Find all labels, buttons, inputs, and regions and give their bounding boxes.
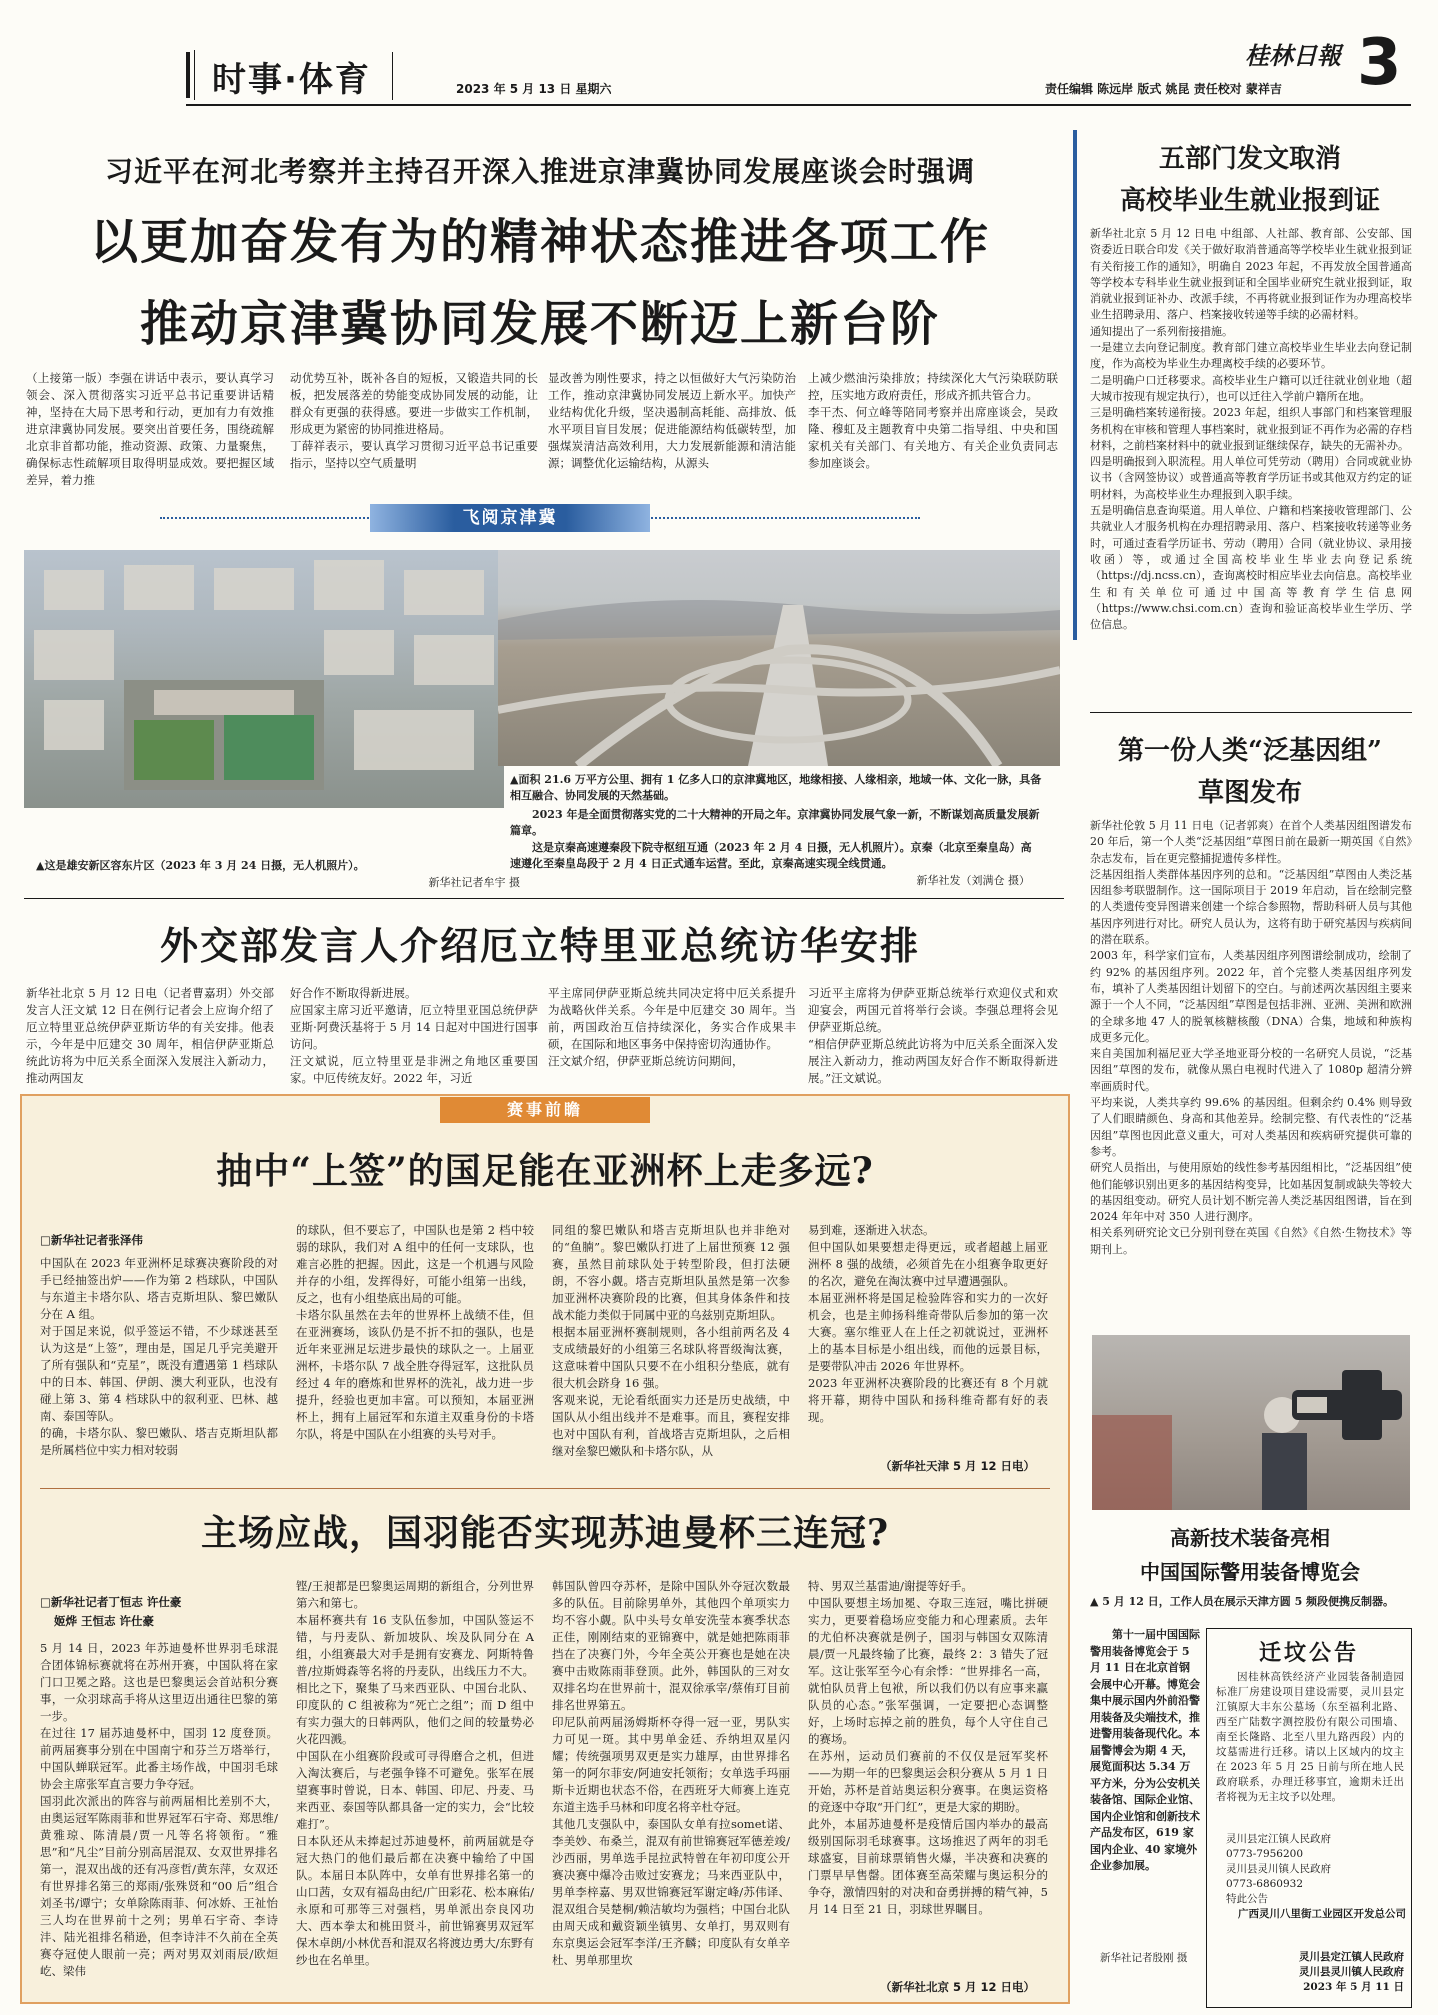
editors-line: 责任编辑 陈远岸 版式 姚昆 责任校对 蒙祥吉	[1045, 82, 1282, 96]
police-headline-2: 中国国际警用装备博览会	[1140, 1560, 1360, 1584]
graduates-body: 新华社北京 5 月 12 日电 中组部、人社部、教育部、公安部、国资委近日联合印发《关于做好取消普通高等学校毕业生就业报到证有关衔接工作的通知》，明确自 2023 年起，不再发放全国普通高等学校本专科毕业生就业报到证和全国毕业研究生就业报到证，取消就业报到证补办、改派手续，不再将就业报到证作为办理高校毕业生招聘录用、落户、档案接收转递等手续的必需材料。 通知提出了一系列衔接措施。 一是建立去向登记制度。教育部门建立高校毕业生毕业去向登记制度，作为高校为毕业生办理离校手续的必要环节。 二是明确户口迁移要求。高校毕业生户籍可以迁往就业创业地（超大城市按现有规定执行），也可以迁往入学前户籍所在地。 三是明确档案转递衔接。2023 年起，组织人事部门和档案管理服务机构在审核和管理人事档案时，就业报到证不再作为必需的存档材料，之前档案材料中的就业报到证继续保存，缺失的无需补办。 四是明确报到入职流程。用人单位可凭劳动（聘用）合同或就业协议书（含网签协议）或普通高等教育学历证书或其他双方约定的证明材料，为高校毕业生办理报到入职手续。 五是明确信息查询渠道。用人单位、户籍和档案接收管理部门、公共就业人才服务机构在办理招聘录用、落户、档案接收转递等业务时，可通过查看学历证书、劳动（聘用）合同（就业协议、录用接收函）等，或通过全国高校毕业生毕业去向登记系统（https://dj.ncss.cn），查询离校时相应毕业去向信息。高校毕业生和有关单位可通过中国高等教育学生信息网（https://www.chsi.com.cn）查询和验证高校毕业生学历、学位信息。	[1090, 227, 1412, 632]
notice-contact-line: 灵川县灵川镇人民政府	[1226, 1863, 1331, 1875]
police-caption-lead: ▲ 5 月 12 日，工作人员在展示天津方圆 5 频段便携反制器。	[1090, 1595, 1395, 1608]
photo2-caption-3: 这是京秦高速遵秦段下院寺枢纽互通（2023 年 2 月 4 日摄，无人机照片）。京秦（北京至秦皇岛）高速遵化至秦皇岛段于 2 月 4 日正式通车运营。至此，京秦高速实现全线贯通。	[510, 841, 1032, 870]
football-byline: □新华社记者张泽伟	[40, 1233, 143, 1247]
football-col-3: 同组的黎巴嫩队和塔吉克斯坦队也并非绝对的“鱼腩”。黎巴嫩队打进了上届世预赛 12 强赛，虽然目前球队处于转型阶段，但打法硬朗，不容小觑。塔吉克斯坦队虽然是第一次参加亚洲杯决赛阶段的比赛，但其身体条件和技战术能力类似于同属中亚的乌兹别克斯坦队。 根据本届亚洲杯赛制规则，各小组前两名及 4 支成绩最好的小组第三名球队将晋级淘汰赛，这意味着中国队只要不在小组积分垫底，就有很大机会跻身 16 强。 客观来说，无论看纸面实力还是历史战绩，中国队从小组出线并不是难事。而且，赛程安排也对中国队有利，首战塔吉克斯坦队，之后相继对垒黎巴嫩队和卡塔尔队，从	[552, 1223, 790, 1458]
badminton-byline-2: 姬烨 王恒志 许仕豪	[54, 1614, 155, 1628]
police-headline-1: 高新技术装备亮相	[1170, 1526, 1330, 1550]
police-caption-body: 第十一届中国国际警用装备博览会于 5 月 11 日在北京首钢会展中心开幕。博览会集中展示国内外前沿警用装备及尖端技术，推进警用装备现代化。本届警博会为期 4 天，展览面积达 5.34 万平方米，分为公安机关装备馆、国际企业馆、国内企业馆和创新技术产品发布区，619 家国内企业、40 家境外企业参加展。	[1090, 1628, 1200, 1872]
genome-body: 新华社伦敦 5 月 11 日电（记者郭爽）在首个人类基因组图谱发布 20 年后，第一个人类“泛基因组”草图日前在最新一期英国《自然》杂志发布，旨在更完整捕捉遗传多样性。 泛基因组指人类群体基因序列的总和。“泛基因组”草图由人类泛基因组参考联盟制作。这一国际项目于 2019 年启动，旨在绘制完整的人类遗传变异图谱来创建一个综合参照物，帮助科研人员与其他基因序列进行对比。研究人员认为，这将有助于研究基因与疾病间的潜在联系。 2003 年，科学家们宣布，人类基因组序列图谱绘制成功，绘制了约 92% 的基因组序列。2022 年，首个完整人类基因组序列发布，填补了人类基因组计划留下的空白。与前述两次基因组主要来源于一个人不同，“泛基因组”草图是包括非洲、亚洲、美洲和欧洲的全球多地 47 人的脱氧核糖核酸（DNA）合集，地域和种族构成更多元化。 来自美国加利福尼亚大学圣地亚哥分校的一名研究人员说，“泛基因组”草图的发布，就像从黑白电视时代进入了 1080p 超清分辨率画质时代。 平均来说，人类共享约 99.6% 的基因组。但剩余约 0.4% 则导致了人们眼睛颜色、身高和其他差异。绘制完整、有代表性的“泛基因组”草图也因此意义重大，可对人类基因和疾病研究提供可靠的参考。 研究人员指出，与使用原始的线性参考基因组相比，“泛基因组”使他们能够识别出更多的基因结构变异，比如基因复制或缺失等较大的基因组变动。研究人员计划不断完善人类泛基因组图谱，旨在到 2024 年年中对 350 人进行测序。 相关系列研究论文已分别刊登在英国《自然》《自然·生物技术》等期刊上。	[1090, 819, 1412, 1256]
highway-aerial-photo	[498, 550, 1060, 766]
badminton-col-1: 5 月 14 日，2023 年苏迪曼杯世界羽毛球混合团体锦标赛就将在苏州开赛，中国队将在家门口卫冕之路。这也是巴黎奥运会首站积分赛事，一众羽球高手将从这里迈出通往巴黎的第一步。 在过往 17 届苏迪曼杯中，国羽 12 度登顶。前两届赛事分别在中国南宁和芬兰万塔举行，中国队蝉联冠军。此番主场作战，中国羽毛球协会主席张军直言要力争夺冠。 国羽此次派出的阵容与前两届相比差别不大，由奥运冠军陈雨菲和世界冠军石宇奇、郑思维/黄雅琼、陈清晨/贾一凡等名将领衔。“雅思”和“凡尘”目前分别高居混双、女双世界排名第一，混双出战的还有冯彦哲/黄东萍，女双还有世界排名第三的郑雨/张殊贤和“00 后”组合刘圣书/谭宁；女单除陈雨菲、何冰娇、王祉怡三人均在世界前十之列；男单石宇奇、李诗沣、陆光祖排名稍逊，但李诗沣不久前在全英赛夺冠使人眼前一亮；两对男双刘雨辰/欧烜屹、梁伟	[40, 1641, 278, 1978]
xiongan-photo-graphic	[24, 550, 504, 808]
masthead-rule-left-thin	[194, 50, 195, 100]
photo1-caption: ▲这是雄安新区容东片区（2023 年 3 月 24 日摄，无人机照片）。	[36, 859, 365, 872]
notice-contact-line: 广西灵川八里街工业园区开发总公司	[1238, 1908, 1406, 1920]
lead-col-4: 上减少燃油污染排放；持续深化大气污染联防联控，压实地方政府责任，形成齐抓共管合力。 李干杰、何立峰等陪同考察并出席座谈会，吴政隆、穆虹及主题教育中央第二指导组、中央和国家机关有关部门、有关地方、有关企业负责同志参加座谈会。	[808, 371, 1058, 470]
badminton-sign: （新华社北京 5 月 12 日电）	[880, 1980, 1036, 1994]
graduates-headline-2: 高校毕业生就业报到证	[1119, 186, 1380, 216]
notice-signer: 灵川县定江镇人民政府	[1299, 1951, 1404, 1963]
lead-kicker: 习近平在河北考察并主持召开深入推进京津冀协同发展座谈会时强调	[104, 155, 975, 188]
badminton-headline: 主场应战，国羽能否实现苏迪曼杯三连冠?	[200, 1512, 890, 1554]
police-photo-graphic	[1092, 1335, 1410, 1510]
eritrea-col-3: 平主席同伊萨亚斯总统共同决定将中厄关系提升为战略伙伴关系。今年是中厄建交 30 周年。当前，两国政治互信持续深化，务实合作成果丰硕，在国际和地区事务中保持密切沟通协作。 汪文斌介绍，伊萨亚斯总统访问期间，	[548, 986, 796, 1068]
photo-section-banner: 飞阅京津冀	[370, 504, 650, 532]
photo2-credit: 新华社发（刘满仓 摄）	[916, 874, 1030, 887]
notice-contacts	[1226, 1832, 1406, 1922]
photo2-caption-2: 2023 年是全面贯彻落实党的二十大精神的开局之年。京津冀协同发展气象一新，不断谋划高质量发展新篇章。	[510, 808, 1040, 837]
genome-headline-2: 草图发布	[1197, 778, 1302, 808]
lead-headline-1: 以更加奋发有为的精神状态推进各项工作	[89, 214, 990, 270]
sports-banner: 赛事前瞻	[440, 1097, 650, 1123]
football-col-4: 易到难，逐渐进入状态。 但中国队如果要想走得更远，或者超越上届亚洲杯 8 强的战绩，必须首先在小组赛争取更好的名次，避免在淘汰赛中过早遭遇强队。 本届亚洲杯将是国足检验阵容和实力的一次好机会，也是主帅扬科维奇带队后参加的第一次大赛。塞尔维亚人在上任之初就说过，亚洲杯上的基本目标是小组出线，而他的远景目标，是要带队冲击 2026 年世界杯。 2023 年亚洲杯决赛阶段的比赛还有 8 个月就将开幕，期待中国队和扬科维奇都有好的表现。	[808, 1223, 1048, 1424]
notice-contact-line: 0773-6860932	[1226, 1878, 1304, 1890]
notice-contact-line: 灵川县定江镇人民政府	[1226, 1833, 1331, 1845]
football-headline: 抽中“上签”的国足能在亚洲杯上走多远?	[216, 1150, 874, 1192]
issue-date: 2023 年 5 月 13 日 星期六	[456, 82, 612, 96]
notice-contact-line: 特此公告	[1226, 1893, 1268, 1905]
page-number: 3	[1357, 26, 1402, 100]
notice-contact-line: 0773-7956200	[1226, 1848, 1304, 1860]
graduates-headline-1: 五部门发文取消	[1158, 144, 1341, 174]
highway-photo-graphic	[498, 550, 1060, 766]
eritrea-col-2: 好合作不断取得新进展。 应国家主席习近平邀请，厄立特里亚国总统伊萨亚斯·阿费沃基将于 5 月 14 日起对中国进行国事访问。 汪文斌说，厄立特里亚是非洲之角地区重要国家。中厄传统友好。2022 年，习近	[290, 986, 538, 1085]
masthead-divider	[392, 52, 393, 100]
paper-logo: 桂林日報	[1245, 41, 1341, 70]
football-col-2: 的球队，但不要忘了，中国队也是第 2 档中较弱的球队，我们对 A 组中的任何一支球队，也难言必胜的把握。因此，这是一个机遇与风险并存的小组，发挥得好，可能小组第一出线，反之，也有小组垫底出局的可能。 卡塔尔队虽然在去年的世界杯上战绩不佳，但在亚洲赛场，该队仍是不折不扣的强队，也是近年来亚洲足坛进步最快的球队之一。上届亚洲杯，卡塔尔队 7 战全胜夺得冠军，这批队员经过 4 年的磨炼和世界杯的洗礼，战力进一步提升，经验也更加丰富。可以预知，本届亚洲杯上，拥有上届冠军和东道主双重身份的卡塔尔队，将是中国队在小组赛的头号对手。	[296, 1223, 534, 1441]
notice-title: 迁坟公告	[1258, 1641, 1359, 1666]
badminton-col-3: 韩国队曾四夺苏杯，是除中国队外夺冠次数最多的队伍。目前除男单外，其他四个单项实力均不容小觑。队中头号女单安洗莹本赛季状态正佳，刚刚结束的亚锦赛中，就是她把陈雨菲挡在了决赛门外，今年全英公开赛也是她在决赛中击败陈雨菲登顶。此外，韩国队的三对女双排名均在世界前十，混双徐承宰/蔡侑玎目前排名世界第五。 印尼队前两届汤姆斯杯夺得一冠一亚，男队实力可见一斑。其中男单金廷、乔纳坦双星闪耀；传统强项男双更是实力雄厚，由世界排名第一的阿尔菲安/阿迪安托领衔；女单选手玛丽斯卡近期也状态不俗，在西班牙大师赛上连克东道主选手马林和印度名将辛杜夺冠。 其他几支强队中，泰国队女单有拉somet诺、李美妙、布桑兰，混双有前世锦赛冠军德差竣/沙西丽，男单选手昆拉武特曾在年初印度公开赛决赛中爆冷击败过安赛龙；马来西亚队中，男单李梓嘉、男双世锦赛冠军谢定峰/苏伟译、混双组合吴楚桐/赖洁敏均为强档；中国台北队由周天成和戴资颖坐镇男、女单打，男双则有东京奥运会冠军李洋/王齐麟；印度队有女单辛杜、男单那里坎	[552, 1579, 790, 1967]
divider-eritrea-top	[24, 898, 1064, 899]
masthead-rule-left	[186, 52, 190, 98]
football-col-1: 中国队在 2023 年亚洲杯足球赛决赛阶段的对手已经抽签出炉——作为第 2 档球队，中国队与东道主卡塔尔队、塔吉克斯坦队、黎巴嫩队分在 A 组。 对于国足来说，似乎签运不错，不少球迷甚至认为这是“上签”，理由是，国足几乎完美避开了所有强队和“克星”，既没有遭遇第 1 档球队中的日本、韩国、伊朗、澳大利亚队，也没有碰上第 3、第 4 档球队中的叙利亚、巴林、越南、泰国等队。 的确，卡塔尔队、黎巴嫩队、塔吉克斯坦队都是所属档位中实力相对较弱	[40, 1256, 278, 1457]
eritrea-col-4: 习近平主席将为伊萨亚斯总统举行欢迎仪式和欢迎宴会，两国元首将举行会谈。李强总理将会见伊萨亚斯总统。 “相信伊萨亚斯总统此访将为中厄关系全面深入发展注入新动力，推动两国友好合作不断取得新进展。”汪文斌说。	[808, 986, 1058, 1085]
sports-divider	[40, 1488, 1050, 1489]
photo1-credit: 新华社记者牟宇 摄	[428, 876, 520, 889]
lead-col-3: 显改善为刚性要求，持之以恒做好大气污染防治工作，推动京津冀协同发展迈上新水平。加快产业结构优化升级，坚决遏制高耗能、高排放、低水平项目盲目发展；促进能源结构低碳转型，加强煤炭清洁高效利用，大力发展新能源和清洁能源；调整优化运输结构，从源头	[548, 371, 796, 470]
lead-headline-2: 推动京津冀协同发展不断迈上新台阶	[139, 296, 940, 352]
police-credit: 新华社记者殷刚 摄	[1100, 1952, 1188, 1964]
right-divider-1	[1090, 712, 1412, 713]
section-title: 时事·体育	[212, 60, 371, 100]
right-column-accent-bar	[1073, 130, 1077, 640]
badminton-col-4: 特、男双兰基雷迪/谢提等好手。 中国队要想主场加冕、夺取三连冠，嘴比拼硬实力，更要着稳场应变能力和心理素质。去年的尤伯杯决赛就是例子，国羽与韩国女双陈清晨/贾一凡最终输了比赛，最终 2：3 错失了冠军。这让张军至今心有余悸：“世界排名一高，就怕队员背上包袱，所以我们仍以有应事来赢队员的心态。”张军强调，一定要把心态调整好，上场时忘掉之前的胜负，每个人守住自己的赛场。 在苏州，运动员们赛前的不仅仅是冠军奖杯——为期一年的巴黎奥运会积分赛从 5 月 1 日开始，苏杯是首站奥运积分赛事。在奥运资格的竞逐中夺取“开门红”，更是大家的期盼。 此外，本届苏迪曼杯是疫情后国内举办的最高级别国际羽毛球赛事。这场推迟了两年的羽毛球盛宴，目前球票销售火爆，半决赛和决赛的门票早早售罄。团体赛至高荣耀与奥运积分的争夺，激情四射的对决和奋勇拼搏的精气神，5 月 14 日至 21 日，羽球世界瞩目。	[808, 1579, 1048, 1916]
notice-signer: 灵川县灵川镇人民政府	[1299, 1966, 1404, 1978]
notice-body: 因桂林高铁经济产业园装备制造园标准厂房建设项目建设需要，灵川县定江镇原大丰东公墓场（东至福利北路、西至广陆数字测控股份有限公司围墙、南至长隆路、北至八里九路西段）内的坟墓需进行迁移。请以上区域内的坟主在 2023 年 5 月 25 日前与所在地人民政府联系，办理迁移事宜，逾期未迁出者将视为无主坟予以处理。	[1216, 1671, 1404, 1803]
lead-col-1: （上接第一版）李强在讲话中表示，要认真学习领会、深入贯彻落实习近平总书记重要讲话精神，坚持在大局下思考和行动，更加有力有效推进京津冀协同发展。要突出首要任务，围绕疏解北京非首都功能，推动资源、政策、力量聚焦，确保标志性疏解项目取得明显成效。要把握区域差异，着力推	[26, 371, 274, 487]
police-expo-photo	[1092, 1335, 1410, 1510]
masthead-bottom-rule	[186, 104, 1411, 106]
notice-signers	[1216, 1950, 1404, 1995]
xiongan-aerial-photo	[24, 550, 504, 808]
football-sign: （新华社天津 5 月 12 日电）	[880, 1459, 1036, 1473]
badminton-byline: □新华社记者丁恒志 许仕豪	[40, 1595, 182, 1609]
eritrea-col-1: 新华社北京 5 月 12 日电（记者曹嘉玥）外交部发言人汪文斌 12 日在例行记者会上应询介绍了厄立特里亚总统伊萨亚斯访华的有关安排。他表示，今年是中厄建交 30 周年，相信伊萨亚斯总统此访将为中厄关系全面深入发展注入新动力，推动两国友	[26, 986, 274, 1085]
notice-date: 2023 年 5 月 11 日	[1303, 1981, 1404, 1993]
badminton-col-2: 铿/王昶都是巴黎奥运周期的新组合，分列世界第六和第七。 本届杯赛共有 16 支队伍参加，中国队签运不错，与丹麦队、新加坡队、埃及队同分在 A 组，小组赛最大对手是拥有安赛龙、阿斯特鲁普/拉斯姆森等名将的丹麦队，出线压力不大。相比之下，聚集了马来西亚队、中国台北队、印度队的 C 组被称为“死亡之组”；而 D 组中有实力强大的日韩两队，他们之间的较量势必火花四溅。 中国队在小组赛阶段或可寻得磨合之机，但进入淘汰赛后，与老强争锋不可避免。张军在展望赛事时曾说，日本、韩国、印尼、丹麦、马来西亚、泰国等队都具备一定的实力，会“比较难打”。 日本队还从未捧起过苏迪曼杯，前两届就是夺冠大热门的他们最后都在决赛中输给了中国队。本届日本队阵中，女单有世界排名第一的山口茜，女双有福岛由纪/广田彩花、松本麻佑/永原和可那等三对强档，男单派出奈良冈功大、西本拳太和桃田贤斗，前世锦赛男双冠军保木卓朗/小林优吾和混双名将渡边勇大/东野有纱也在名单里。	[296, 1579, 534, 1967]
eritrea-headline: 外交部发言人介绍厄立特里亚总统访华安排	[159, 923, 920, 968]
lead-col-2: 动优势互补，既补各自的短板，又锻造共同的长板，把发展落差的势能变成协同发展的动能，让群众有更强的获得感。要进一步做实工作机制，形成更为紧密的协同推进格局。 丁薛祥表示，要认真学习贯彻习近平总书记重要指示，坚持以空气质量明	[290, 371, 538, 470]
genome-headline-1: 第一份人类“泛基因组”	[1118, 736, 1382, 766]
photo2-caption-1: ▲面积 21.6 万平方公里、拥有 1 亿多人口的京津冀地区，地缘相接、人缘相亲，地域一体、文化一脉，具备相互融合、协同发展的天然基础。	[510, 773, 1042, 802]
